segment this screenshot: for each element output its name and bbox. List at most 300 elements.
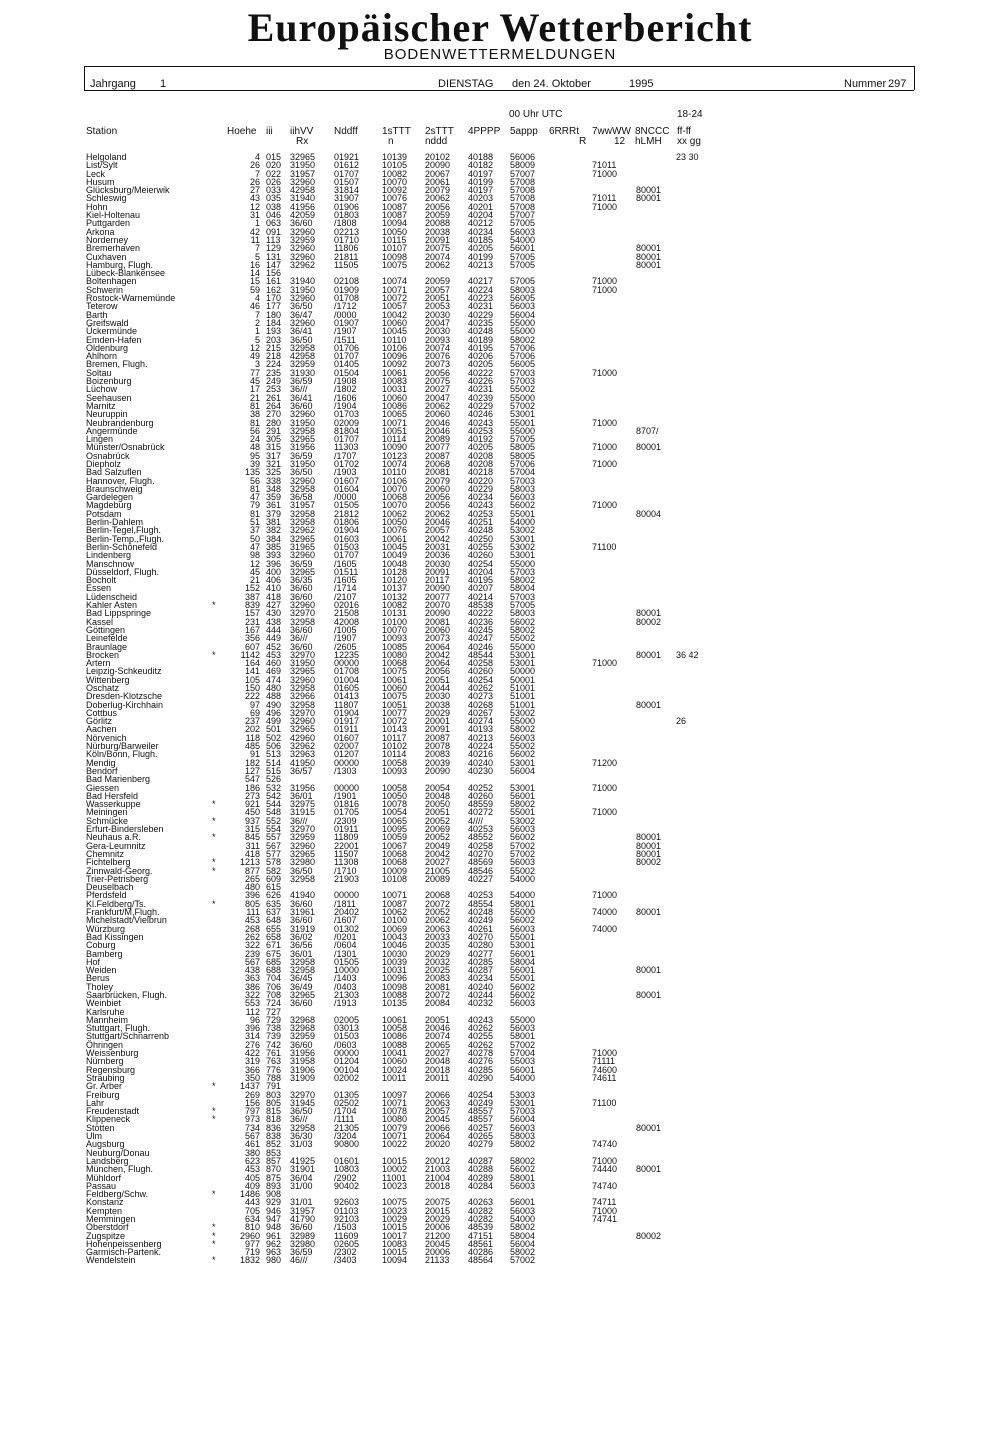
group-1: 10128: [382, 566, 408, 577]
hoehe: 152: [244, 583, 260, 594]
group-7: 71000: [592, 284, 618, 295]
station-id: 438: [266, 616, 282, 627]
station-name: Hamburg, Flugh.: [86, 259, 154, 270]
group-8: 80001: [636, 848, 662, 859]
group-1: 10123: [382, 450, 408, 461]
iihvv: 36/45: [290, 973, 313, 984]
group-1: 10100: [382, 915, 408, 926]
hoehe: 167: [244, 624, 260, 635]
station-name: Bad Lippspringe: [86, 608, 152, 619]
mountain-marker: *: [212, 1106, 216, 1117]
hoehe: 1437: [239, 1081, 260, 1092]
station-name: Wasserkuppe: [86, 799, 141, 810]
station-id: 946: [266, 1205, 282, 1216]
station-id: 502: [266, 732, 282, 743]
nddff: 01917: [334, 716, 360, 727]
station-id: 131: [266, 251, 282, 262]
nddff: /1606: [334, 392, 357, 403]
station-id: 853: [266, 1147, 282, 1158]
group-4: 40243: [468, 1014, 494, 1025]
group-5: 55000: [510, 641, 536, 652]
station-name: Neuburg/Donau: [86, 1147, 150, 1158]
mountain-marker: *: [212, 1081, 216, 1092]
nddff: /0604: [334, 940, 357, 951]
hoehe: 607: [244, 641, 260, 652]
station-id: 321: [266, 458, 282, 469]
weekday: DIENSTAG: [438, 78, 494, 90]
station-id: 526: [266, 774, 282, 785]
station-id: 264: [266, 400, 282, 411]
iihvv: 32960: [290, 176, 316, 187]
nddff: /0603: [334, 1039, 357, 1050]
nddff: /1005: [334, 624, 357, 635]
hoehe: 839: [244, 600, 260, 611]
nddff: 01405: [334, 359, 360, 370]
station-id: 046: [266, 210, 282, 221]
iihvv: 36/60: [290, 1039, 313, 1050]
group-4: 40234: [468, 492, 494, 503]
group-4: 40254: [468, 1089, 494, 1100]
group-2: 20089: [425, 873, 451, 884]
group-2: 20057: [425, 284, 451, 295]
station-name: Passau: [86, 1180, 117, 1191]
iihvv: 36/59: [290, 1247, 313, 1258]
hoehe: 485: [244, 741, 260, 752]
group-4: 40246: [468, 641, 494, 652]
station-name: Puttgarden: [86, 218, 131, 229]
hoehe: 265: [244, 873, 260, 884]
station-id: 469: [266, 666, 282, 677]
nddff: 11809: [334, 832, 359, 843]
group-5: 56002: [510, 749, 536, 760]
table-row: [86, 1140, 726, 1148]
nddff: /1303: [334, 765, 357, 776]
nddff: 03013: [334, 1023, 360, 1034]
nddff: 01612: [334, 160, 360, 171]
hoehe: 43: [249, 193, 260, 204]
station-name: Würzburg: [86, 923, 126, 934]
group-5: 57006: [510, 351, 536, 362]
group-1: 10031: [382, 384, 408, 395]
group-5: 56001: [510, 243, 536, 254]
group-8: 80001: [636, 840, 662, 851]
hoehe: 4: [254, 152, 260, 162]
iihvv: 36/50: [290, 467, 313, 478]
group-7: 71000: [592, 500, 618, 511]
iihvv: 31919: [290, 923, 316, 934]
group-2: 20088: [425, 218, 451, 229]
group-4: 40243: [468, 500, 494, 511]
station-id: 406: [266, 575, 282, 586]
station-id: 147: [266, 259, 282, 270]
group-5: 53001: [510, 940, 536, 951]
station-id: 870: [266, 1164, 282, 1175]
station-id: 496: [266, 707, 282, 718]
hoehe: 319: [244, 1056, 260, 1067]
group-4: 40208: [468, 450, 494, 461]
iihvv: 32958: [290, 508, 316, 519]
nddff: 02002: [334, 1072, 360, 1083]
station-name: Ückermünde: [86, 326, 138, 337]
nddff: /2309: [334, 815, 357, 826]
station-id: 418: [266, 591, 282, 602]
station-name: Michelstadt/Vielbrun: [86, 915, 167, 926]
table-row: [86, 1256, 726, 1264]
table-row: [86, 767, 726, 775]
group-7: 71000: [592, 276, 618, 287]
nddff: 00000: [334, 658, 360, 669]
station-name: Bendorf: [86, 765, 118, 776]
group-1: 10114: [382, 749, 407, 760]
iihvv: 31961: [290, 907, 316, 918]
group-2: 20077: [425, 442, 451, 453]
station-id: 962: [266, 1238, 282, 1249]
nddff: 01605: [334, 683, 360, 693]
group-1: 10062: [382, 508, 408, 519]
group-7: 71100: [592, 541, 617, 552]
group-2: 20075: [425, 1197, 451, 1208]
group-1: 10060: [382, 392, 408, 403]
group-7: 71000: [592, 658, 618, 669]
station-name: Kassel: [86, 616, 114, 627]
group-2: 20091: [425, 234, 451, 245]
group-1: 10068: [382, 848, 408, 859]
table-row: [86, 427, 726, 435]
group-4: 40216: [468, 749, 494, 760]
group-5: 58003: [510, 608, 536, 619]
group-5: 56003: [510, 1023, 536, 1034]
hoehe: 239: [244, 948, 260, 959]
group-5: 55001: [510, 417, 536, 428]
station-name: Fichtelberg: [86, 857, 131, 868]
iihvv: 32963: [290, 749, 316, 760]
group-2: 20063: [425, 923, 451, 934]
station-name: Potsdam: [86, 508, 122, 519]
hoehe: 396: [244, 890, 260, 901]
group-2: 20038: [425, 226, 451, 237]
nddff: 01511: [334, 566, 359, 577]
group-5: 53002: [510, 815, 536, 826]
group-4: 48564: [468, 1255, 494, 1266]
station-id: 501: [266, 724, 282, 735]
group-4: 40284: [468, 1180, 494, 1191]
hoehe: 461: [244, 1139, 260, 1150]
group-8: 80001: [636, 832, 662, 843]
station-id: 609: [266, 873, 282, 884]
group-2: 20093: [425, 334, 451, 345]
group-2: 20048: [425, 1056, 451, 1067]
group-7: 71200: [592, 757, 618, 768]
col-ff-sub: xx gg: [677, 136, 701, 147]
station-id: 544: [266, 799, 282, 810]
group-4: 48554: [468, 898, 494, 909]
hoehe: 1213: [239, 857, 260, 868]
station-name: Emden-Hafen: [86, 334, 142, 345]
group-8: 80001: [636, 193, 662, 204]
hoehe: 547: [244, 774, 260, 785]
group-2: 20018: [425, 1064, 451, 1075]
station-name: Pferdsfeld: [86, 890, 127, 901]
iihvv: 36/60: [290, 583, 313, 594]
group-5: 56002: [510, 1164, 536, 1175]
group-4: 40243: [468, 417, 494, 428]
nddff: 01413: [334, 691, 360, 702]
iihvv: 31965: [290, 541, 316, 552]
group-1: 10058: [382, 1023, 408, 1034]
group-1: 10071: [382, 417, 408, 428]
group-1: 10070: [382, 624, 408, 635]
group-5: 55000: [510, 392, 536, 403]
station-id: 567: [266, 840, 282, 851]
group-4: 40222: [468, 367, 494, 378]
hoehe: 49: [249, 351, 260, 362]
station-id: 022: [266, 168, 282, 179]
group-2: 20046: [425, 425, 451, 436]
station-id: 635: [266, 898, 282, 909]
hoehe: 112: [245, 1006, 260, 1017]
group-1: 10070: [382, 483, 408, 494]
mountain-marker: *: [212, 1255, 216, 1266]
group-4: 40258: [468, 658, 494, 669]
group-1: 10092: [382, 185, 408, 196]
group-5: 56003: [510, 226, 536, 237]
group-2: 20051: [425, 674, 451, 685]
nddff: 21812: [334, 508, 360, 519]
station-id: 253: [266, 384, 282, 395]
station-id: 947: [266, 1214, 282, 1224]
nddff: 01305: [334, 1089, 360, 1100]
station-id: 615: [266, 882, 282, 893]
hoehe: 222: [244, 691, 260, 702]
group-5: 57008: [510, 193, 536, 204]
nddff: 42008: [334, 616, 360, 627]
group-1: 10098: [382, 981, 408, 992]
station-name: Gr. Arber: [86, 1081, 123, 1092]
group-4: 40253: [468, 890, 494, 901]
group-2: 21200: [425, 1230, 451, 1241]
nddff: 02005: [334, 1014, 360, 1025]
group-2: 20053: [425, 301, 451, 312]
iihvv: 41790: [290, 1214, 316, 1224]
group-4: 40239: [468, 392, 494, 403]
station-id: 203: [266, 334, 282, 345]
group-7: 74741: [592, 1214, 618, 1224]
iihvv: 32958: [290, 616, 316, 627]
col-tt1-sub: n: [388, 136, 394, 147]
hoehe: 553: [244, 998, 260, 1009]
group-2: 20090: [425, 608, 451, 619]
table-row: [86, 875, 726, 883]
station-name: Zinnwald-Georg.: [86, 865, 153, 876]
hoehe: 38: [249, 409, 260, 420]
group-4: 40247: [468, 633, 494, 644]
group-4: 40255: [468, 1031, 494, 1042]
nddff: /1301: [334, 948, 357, 959]
group-5: 53002: [510, 541, 536, 552]
group-2: 20073: [425, 359, 451, 370]
group-4: 40188: [468, 152, 494, 162]
station-name: Lübeck-Blankensee: [86, 268, 166, 279]
group-1: 10094: [382, 218, 408, 229]
station-id: 788: [266, 1072, 282, 1083]
group-5: 58002: [510, 1247, 536, 1258]
station-name: Osnabrück: [86, 450, 130, 461]
group-1: 10051: [382, 699, 408, 710]
station-id: 020: [266, 160, 282, 171]
group-2: 20089: [425, 434, 451, 445]
group-2: 20057: [425, 1106, 451, 1117]
station-id: 506: [266, 741, 282, 752]
hoehe: 48: [249, 442, 260, 453]
group-5: 56003: [510, 1180, 536, 1191]
nddff: 01103: [334, 1205, 359, 1216]
nddff: 90800: [334, 1139, 360, 1150]
col-ww7-sub: 12: [614, 136, 626, 147]
group-4: 40253: [468, 824, 494, 835]
iihvv: 32970: [290, 608, 316, 619]
group-1: 10090: [382, 442, 408, 453]
table-row: [86, 261, 726, 269]
hoehe: 15: [249, 276, 260, 287]
nddff: 01607: [334, 732, 360, 743]
station-id: 215: [266, 342, 282, 353]
group-5: 53002: [510, 525, 536, 536]
station-id: 513: [266, 749, 282, 760]
group-5: 57005: [510, 600, 536, 611]
group-2: 21004: [425, 1172, 451, 1183]
station-name: Bocholt: [86, 575, 117, 586]
group-2: 20060: [425, 624, 451, 635]
nddff: 01909: [334, 284, 360, 295]
station-name: Weiden: [86, 965, 117, 976]
hoehe: 47: [249, 541, 260, 552]
group-5: 56005: [510, 359, 536, 370]
station-id: 961: [266, 1230, 282, 1241]
group-2: 20056: [425, 201, 451, 212]
group-1: 10050: [382, 790, 408, 801]
nddff: 81804: [334, 425, 360, 436]
hoehe: 4: [254, 293, 260, 304]
nddff: /3403: [334, 1255, 357, 1266]
group-2: 20078: [425, 741, 451, 752]
mountain-marker: *: [212, 600, 216, 611]
group-2: 20001: [425, 716, 451, 727]
station-name: Freiburg: [86, 1089, 120, 1100]
col-hoehe: Hoehe: [227, 126, 257, 137]
group-1: 10050: [382, 517, 408, 528]
group-2: 20064: [425, 641, 451, 652]
iihvv: 32980: [290, 1238, 316, 1249]
iihvv: 31909: [290, 1072, 316, 1083]
station-table: [86, 153, 726, 1265]
hoehe: 26: [249, 176, 260, 187]
group-1: 10102: [382, 741, 408, 752]
station-id: 648: [266, 915, 282, 926]
group-2: 21003: [425, 1164, 451, 1175]
table-row: [86, 228, 726, 236]
station-id: 805: [266, 1097, 282, 1108]
hoehe: 921: [244, 799, 260, 810]
group-2: 20074: [425, 251, 451, 262]
group-5: 55000: [510, 425, 536, 436]
group-2: 20046: [425, 517, 451, 528]
group-4: 40248: [468, 907, 494, 918]
group-2: 20090: [425, 160, 451, 171]
group-2: 20018: [425, 1180, 451, 1191]
group-1: 10082: [382, 168, 408, 179]
station-id: 582: [266, 865, 282, 876]
station-id: 688: [266, 965, 282, 976]
hoehe: 39: [249, 458, 260, 469]
group-7: 71000: [592, 417, 618, 428]
group-5: 58001: [510, 898, 536, 909]
station-id: 554: [266, 824, 282, 835]
group-1: 10115: [382, 234, 407, 245]
nddff: /1901: [334, 790, 357, 801]
hoehe: 567: [244, 1131, 260, 1142]
nddff: /1907: [334, 633, 357, 644]
time-range: 18-24: [677, 109, 703, 120]
group-4: 40227: [468, 873, 494, 884]
group-1: 10065: [382, 409, 408, 420]
hoehe: 96: [249, 1014, 260, 1025]
nddff: 21508: [334, 608, 360, 619]
iihvv: 36/50: [290, 1106, 313, 1117]
iihvv: 31950: [290, 658, 316, 669]
station-name: Kempten: [86, 1205, 123, 1216]
iihvv: 36/60: [290, 641, 313, 652]
group-8: 80001: [636, 989, 662, 1000]
group-1: 10120: [382, 575, 408, 586]
hoehe: 59: [249, 284, 260, 295]
group-2: 20083: [425, 973, 451, 984]
group-2: 20045: [425, 1114, 451, 1125]
iihvv: 32970: [290, 1089, 316, 1100]
iihvv: 32958: [290, 699, 316, 710]
station-id: 384: [266, 533, 282, 544]
group-2: 20066: [425, 1122, 451, 1133]
station-id: 393: [266, 550, 282, 561]
group-5: 54000: [510, 234, 536, 245]
iihvv: 32960: [290, 226, 316, 237]
station-name: Hohenpeissenberg: [86, 1238, 162, 1249]
station-id: 706: [266, 981, 282, 992]
hoehe: 127: [244, 765, 260, 776]
group-5: 57008: [510, 201, 536, 212]
group-2: 20057: [425, 525, 451, 536]
station-name: Lindenberg: [86, 550, 132, 561]
iihvv: 36/60: [290, 591, 313, 602]
group-2: 20067: [425, 168, 451, 179]
iihvv: 31906: [290, 1064, 316, 1075]
group-5: 57004: [510, 467, 536, 478]
group-5: 58002: [510, 799, 536, 810]
group-1: 10023: [382, 1205, 408, 1216]
group-7: 71000: [592, 458, 618, 469]
group-5: 53001: [510, 649, 536, 660]
nddff: 01705: [334, 807, 360, 818]
mountain-marker: *: [212, 1222, 216, 1233]
hoehe: 276: [244, 1039, 260, 1050]
group-8: 80001: [636, 442, 662, 453]
iihvv: 32970: [290, 649, 316, 660]
group-5: 58001: [510, 1031, 536, 1042]
hoehe: 797: [244, 1106, 260, 1117]
group-5: 57005: [510, 218, 536, 229]
hoehe: 51: [249, 517, 260, 528]
group-5: 55001: [510, 807, 536, 818]
station-id: 908: [266, 1189, 282, 1200]
